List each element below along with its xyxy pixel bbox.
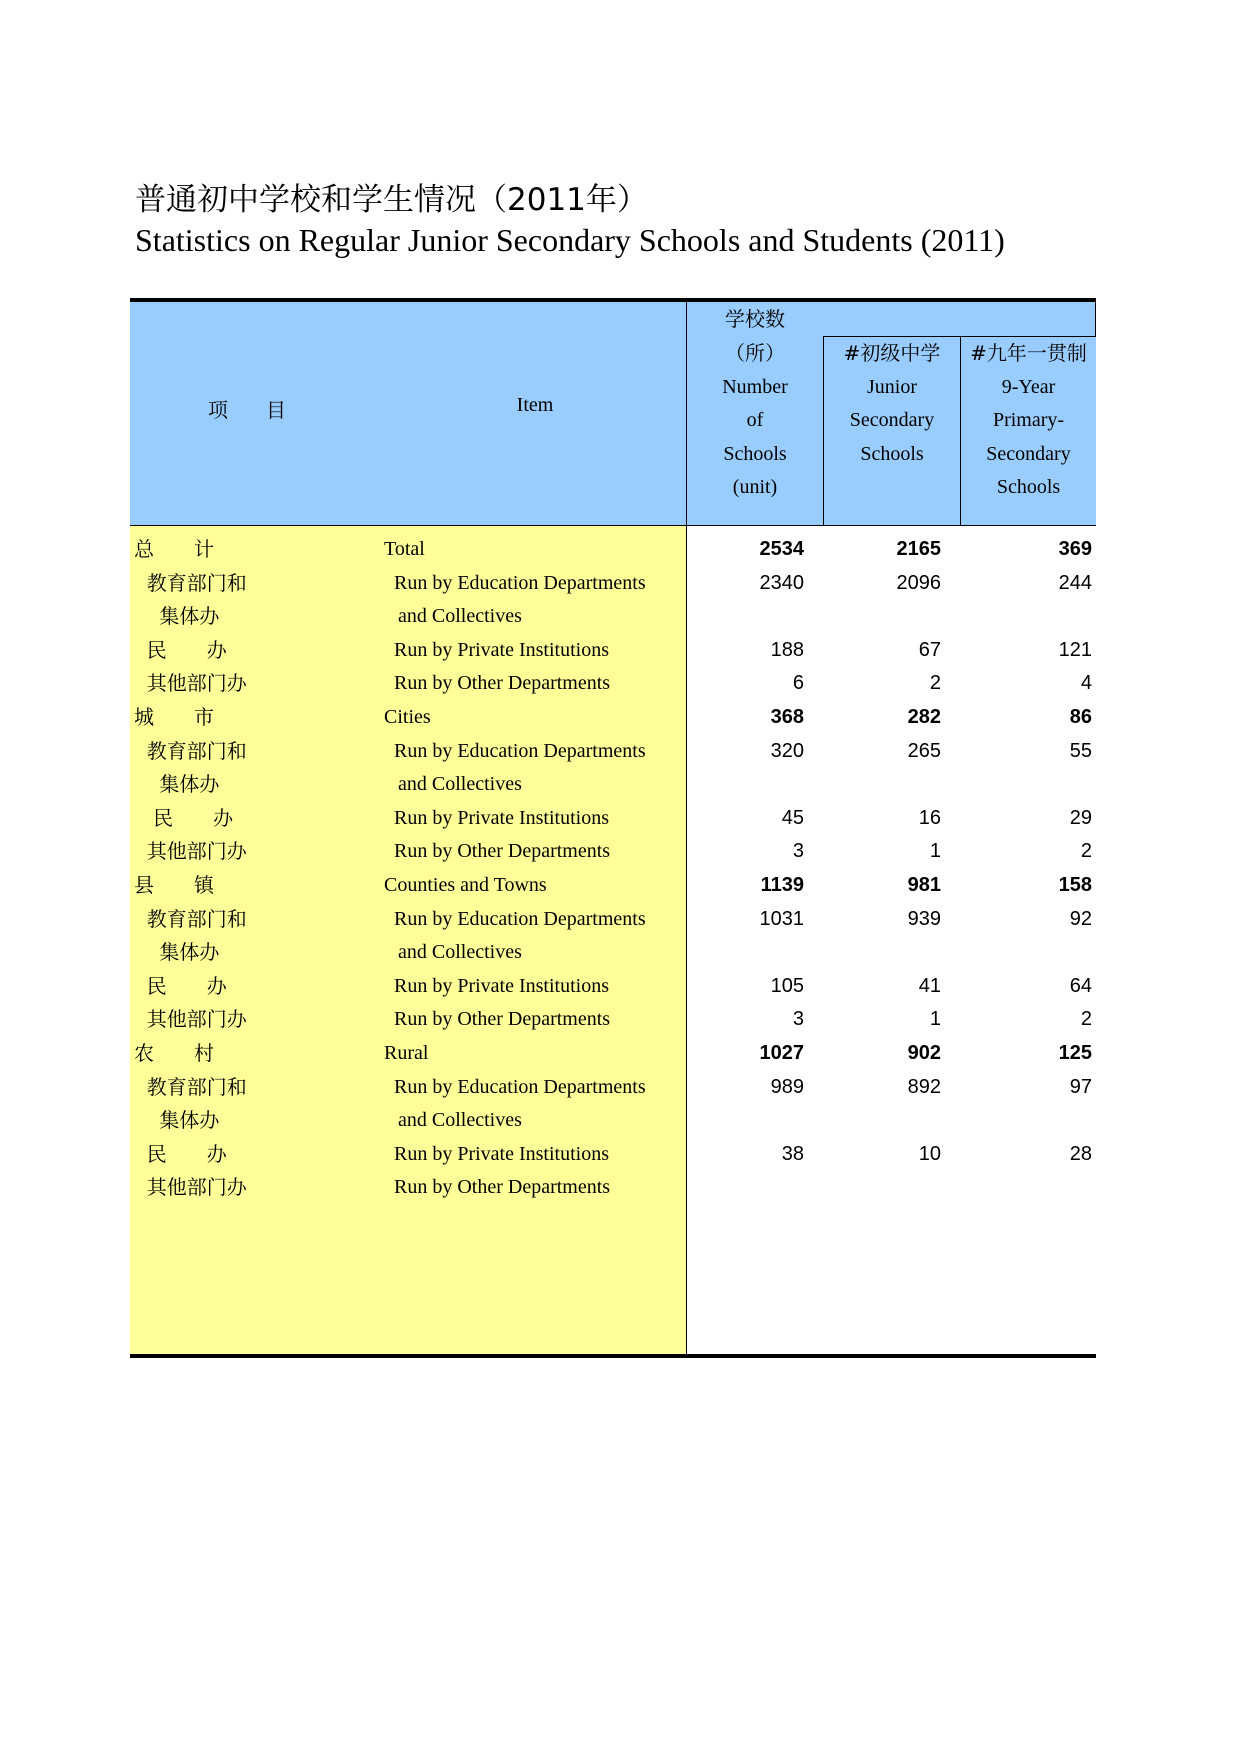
column-divider (1095, 302, 1096, 337)
value-junior-secondary: 981 (907, 874, 941, 896)
table-row (130, 698, 1096, 736)
value-number-of-schools: 3 (792, 840, 804, 863)
row-label-en: Total (384, 538, 425, 560)
table-row (130, 1135, 1096, 1173)
row-label-cn: 民 办 (134, 805, 234, 830)
table-row (130, 1101, 1096, 1139)
row-label-en: Run by Education Departments (394, 907, 646, 930)
table-row (130, 832, 1096, 870)
row-label-en: and Collectives (398, 941, 522, 964)
value-number-of-schools: 1139 (760, 874, 804, 896)
value-junior-secondary: 2165 (896, 538, 941, 560)
row-label-en: Run by Other Departments (394, 672, 611, 695)
table-row (130, 1068, 1096, 1106)
header-item-cn: 项目 (208, 398, 324, 422)
row-label-en: Run by Education Departments (394, 571, 646, 594)
value-nine-year: 86 (1069, 706, 1092, 728)
value-nine-year: 369 (1058, 538, 1092, 560)
value-number-of-schools: 989 (770, 1075, 804, 1098)
row-label-en: Run by Other Departments (394, 840, 611, 863)
header-line: Schools (860, 442, 924, 465)
table-row (130, 530, 1096, 568)
page-title-cn: 普通初中学校和学生情况（2011年） (135, 182, 648, 218)
value-number-of-schools: 45 (781, 806, 804, 829)
header-item-en: Item (516, 394, 554, 416)
row-label-en: and Collectives (398, 605, 522, 628)
table-row (130, 597, 1096, 635)
row-label-cn: 农 村 (134, 1041, 214, 1065)
row-label-en: Run by Private Institutions (394, 806, 609, 829)
value-nine-year: 55 (1069, 739, 1092, 762)
row-label-cn: 民 办 (134, 973, 227, 998)
header-line: Junior (867, 375, 917, 398)
table-row (130, 1000, 1096, 1038)
table-row (130, 765, 1096, 803)
row-label-en: Rural (384, 1042, 429, 1064)
value-nine-year: 28 (1069, 1142, 1092, 1165)
value-number-of-schools: 6 (792, 672, 804, 695)
header-line: #九年一贯制 (970, 341, 1087, 365)
value-nine-year: 2 (1080, 1008, 1092, 1031)
header-line: Schools (996, 476, 1061, 498)
value-junior-secondary: 902 (907, 1042, 941, 1064)
header-line: Schools (723, 442, 787, 465)
header-line: （所） (725, 341, 785, 365)
row-label-cn: 民 办 (134, 637, 227, 662)
row-label-en: Run by Education Departments (394, 739, 646, 762)
header-line: Secondary (849, 409, 935, 431)
table-row (130, 799, 1096, 837)
table-row (130, 732, 1096, 770)
row-label-cn: 集体办 (134, 772, 220, 797)
value-junior-secondary: 67 (918, 638, 941, 661)
row-label-en: Counties and Towns (384, 874, 547, 896)
row-label-cn: 其他部门办 (134, 1007, 247, 1032)
row-label-cn: 县 镇 (134, 873, 214, 897)
table-row (130, 1034, 1096, 1072)
row-label-en: Run by Other Departments (394, 1008, 611, 1031)
row-label-en: Run by Private Institutions (394, 638, 609, 661)
value-number-of-schools: 2340 (759, 571, 804, 594)
value-junior-secondary: 41 (918, 974, 941, 997)
value-number-of-schools: 3 (792, 1008, 804, 1031)
table-row (130, 631, 1096, 669)
row-label-cn: 其他部门办 (134, 671, 247, 696)
value-junior-secondary: 265 (907, 739, 941, 762)
row-label-cn: 集体办 (134, 1108, 220, 1133)
row-label-cn: 其他部门办 (134, 839, 247, 864)
table-row (130, 866, 1096, 904)
header-line: Secondary (986, 442, 1071, 465)
row-label-en: Run by Education Departments (394, 1075, 646, 1098)
value-nine-year: 121 (1058, 638, 1092, 661)
table-row (130, 967, 1096, 1005)
value-nine-year: 4 (1080, 672, 1092, 695)
header-line: (unit) (732, 476, 778, 498)
header-group-cn: 学校数 (725, 307, 785, 331)
row-label-en: and Collectives (398, 1109, 522, 1132)
value-junior-secondary: 1 (929, 840, 941, 863)
row-label-cn: 城 市 (134, 705, 214, 729)
row-label-en: Run by Private Institutions (394, 1142, 609, 1165)
value-junior-secondary: 10 (918, 1142, 941, 1165)
value-nine-year: 2 (1080, 840, 1092, 863)
row-label-cn: 教育部门和 (134, 570, 247, 595)
value-junior-secondary: 2096 (896, 571, 941, 594)
top-rule (130, 298, 1096, 302)
value-nine-year: 64 (1069, 974, 1092, 997)
statistics-table (130, 298, 1096, 1358)
value-junior-secondary: 2 (929, 672, 941, 695)
value-junior-secondary: 892 (907, 1075, 941, 1098)
row-label-en: Run by Private Institutions (394, 974, 609, 997)
header-line: Primary- (992, 409, 1065, 431)
table-row (130, 900, 1096, 938)
table-row (130, 564, 1096, 602)
row-label-en: Run by Other Departments (394, 1176, 611, 1199)
value-nine-year: 158 (1058, 874, 1092, 896)
value-number-of-schools: 1027 (759, 1042, 804, 1064)
value-nine-year: 29 (1069, 806, 1092, 829)
value-junior-secondary: 282 (907, 706, 941, 728)
row-label-cn: 教育部门和 (134, 1074, 247, 1099)
row-label-cn: 其他部门办 (134, 1175, 247, 1200)
header-line: 9-Year (1001, 375, 1056, 398)
value-junior-secondary: 939 (907, 907, 941, 930)
table-row (130, 664, 1096, 702)
row-label-cn: 总 计 (134, 537, 214, 561)
table-row (130, 933, 1096, 971)
row-label-en: and Collectives (398, 773, 522, 796)
header-line: Number (722, 375, 788, 398)
value-junior-secondary: 1 (929, 1008, 941, 1031)
row-label-cn: 集体办 (134, 604, 220, 629)
row-label-cn: 民 办 (134, 1141, 227, 1166)
value-number-of-schools: 38 (781, 1142, 804, 1165)
row-label-cn: 集体办 (134, 940, 220, 965)
value-number-of-schools: 1031 (759, 907, 804, 930)
page-title-en: Statistics on Regular Junior Secondary Schools and Students (2011) (135, 222, 1005, 258)
value-number-of-schools: 105 (770, 974, 804, 997)
table-row (130, 1168, 1096, 1206)
value-nine-year: 244 (1058, 571, 1092, 594)
value-number-of-schools: 2534 (759, 538, 804, 560)
value-junior-secondary: 16 (918, 806, 941, 829)
bottom-rule (130, 1354, 1096, 1358)
row-label-cn: 教育部门和 (134, 906, 247, 931)
value-nine-year: 125 (1058, 1042, 1092, 1064)
value-nine-year: 97 (1069, 1075, 1092, 1098)
row-label-en: Cities (384, 706, 431, 728)
value-nine-year: 92 (1069, 907, 1092, 930)
value-number-of-schools: 320 (770, 739, 804, 762)
header-line: #初级中学 (843, 341, 941, 365)
value-number-of-schools: 368 (770, 706, 804, 728)
value-number-of-schools: 188 (770, 638, 804, 661)
row-label-cn: 教育部门和 (134, 738, 247, 763)
header-line: of (746, 409, 764, 431)
